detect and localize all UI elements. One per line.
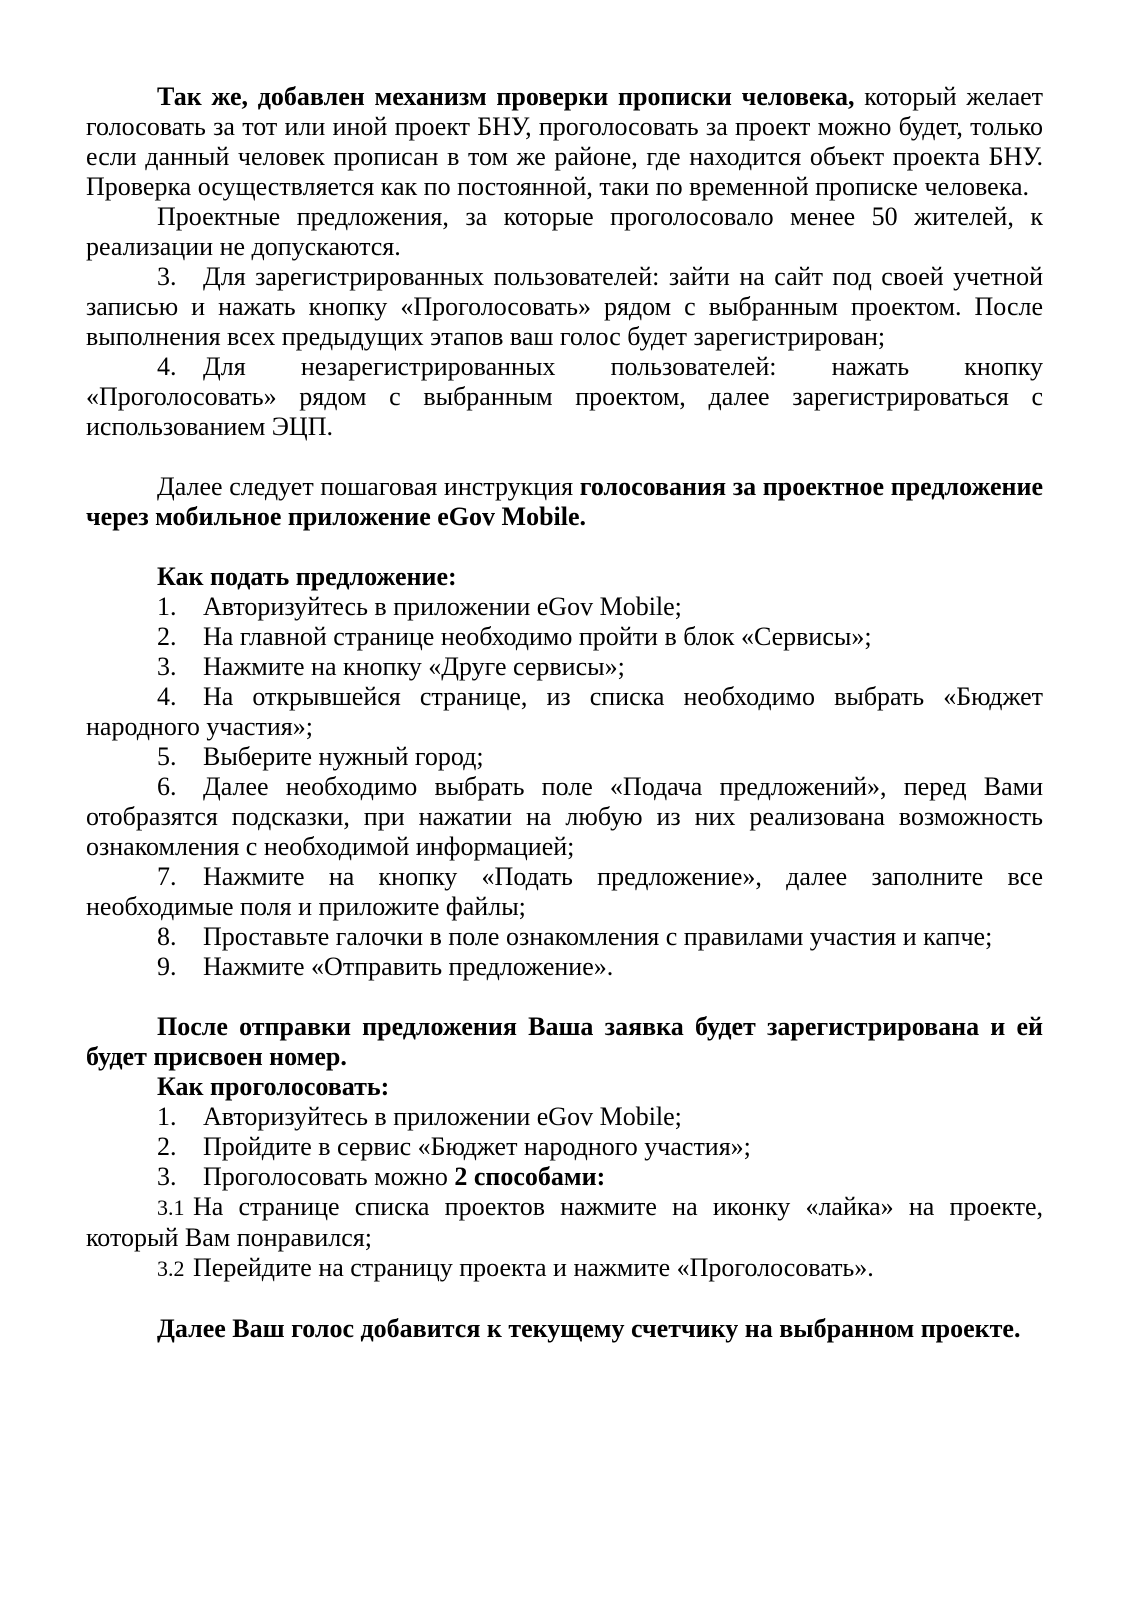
heading-how-to-vote (86, 1072, 1043, 1102)
paragraph-application-registered (86, 1012, 1043, 1072)
text-run: Для зарегистрированных пользователей: зайти на сайт под своей учетной записью и нажать кнопку «Проголосовать» рядом с выбранным проектом. После выполнения всех предыдущих этапов ваш голос будет зарегистрирован; (86, 262, 1043, 351)
text-run: На главной странице необходимо пройти в блок «Сервисы»; (203, 622, 872, 651)
list-number: 3. (157, 1162, 177, 1191)
heading-how-to-submit (86, 562, 1043, 592)
list-number: 3. (157, 652, 177, 681)
list-number: 3.1 (157, 1195, 185, 1220)
vote-step-3 (86, 1162, 1043, 1192)
paragraph-residence-check (86, 82, 1043, 202)
list-number: 3.2 (157, 1256, 185, 1281)
blank-line (86, 982, 1043, 1012)
vote-step-3-2 (86, 1253, 1043, 1284)
submit-step-3 (86, 652, 1043, 682)
text-run: Нажмите на кнопку «Друге сервисы»; (203, 652, 625, 681)
submit-step-7 (86, 862, 1043, 922)
text-run: Для незарегистрированных пользователей: нажать кнопку «Проголосовать» рядом с выбранным проектом, далее зарегистрироваться с использованием ЭЦП. (86, 352, 1043, 441)
list-number: 2. (157, 1132, 177, 1161)
text-run: Выберите нужный город; (203, 742, 484, 771)
bold-text-run: Как проголосовать: (157, 1072, 390, 1101)
submit-step-4 (86, 682, 1043, 742)
list-number: 5. (157, 742, 177, 771)
text-run: Авторизуйтесь в приложении eGov Mobile; (203, 1102, 682, 1131)
list-number: 4. (157, 682, 177, 711)
list-number: 9. (157, 952, 177, 981)
blank-line (86, 532, 1043, 562)
text-run: Далее необходимо выбрать поле «Подача предложений», перед Вами отобразятся подсказки, при нажатии на любую из них реализована возможность ознакомления с необходимой информацией; (86, 772, 1043, 861)
blank-line (86, 442, 1043, 472)
text-run: На странице списка проектов нажмите на иконку «лайка» на проекте, который Вам понравился; (86, 1192, 1043, 1252)
paragraph-instruction-intro (86, 472, 1043, 532)
list-number: 4. (157, 352, 177, 381)
text-run: Авторизуйтесь в приложении eGov Mobile; (203, 592, 682, 621)
text-run: Перейдите на страницу проекта и нажмите «Проголосовать». (193, 1253, 874, 1282)
vote-step-3-1 (86, 1192, 1043, 1253)
submit-step-6 (86, 772, 1043, 862)
text-run: Проставьте галочки в поле ознакомления с правилами участия и капче; (203, 922, 993, 951)
text-run: Пройдите в сервис «Бюджет народного участия»; (203, 1132, 751, 1161)
list-number: 1. (157, 1102, 177, 1131)
paragraph-vote-counter (86, 1314, 1043, 1344)
text-run: Проголосовать можно (203, 1162, 455, 1191)
bold-text-run: Как подать предложение: (157, 562, 457, 591)
list-number: 3. (157, 262, 177, 291)
list-item-registered-users (86, 262, 1043, 352)
vote-step-2 (86, 1132, 1043, 1162)
vote-step-1 (86, 1102, 1043, 1132)
list-item-unregistered-users (86, 352, 1043, 442)
blank-line (86, 1284, 1043, 1314)
list-number: 1. (157, 592, 177, 621)
text-run: Нажмите «Отправить предложение». (203, 952, 614, 981)
bold-text-run: После отправки предложения Ваша заявка будет зарегистрирована и ей будет присвоен номер. (86, 1012, 1043, 1071)
submit-step-5 (86, 742, 1043, 772)
document-content (86, 82, 1043, 1344)
text-run: Далее следует пошаговая инструкция (157, 472, 580, 501)
text-run: который желает голосовать за тот или иной проект БНУ, проголосовать за проект можно будет, только если данный человек прописан в том же районе, где находится объект проекта БНУ. Проверка осуществляется как по постоянной, таки по временной прописке человека. (86, 82, 1044, 201)
submit-step-2 (86, 622, 1043, 652)
list-number: 8. (157, 922, 177, 951)
list-number: 7. (157, 862, 177, 891)
submit-step-1 (86, 592, 1043, 622)
bold-text-run: Так же, добавлен механизм проверки прописки человека, (157, 82, 865, 111)
submit-step-8 (86, 922, 1043, 952)
bold-text-run: голосования за проектное предложение через мобильное приложение eGov Mobile. (86, 472, 1043, 531)
text-run: Проектные предложения, за которые проголосовало менее 50 жителей, к реализации не допускаются. (86, 202, 1043, 261)
bold-text-run: 2 способами: (454, 1162, 606, 1191)
text-run: На открывшейся странице, из списка необходимо выбрать «Бюджет народного участия»; (86, 682, 1043, 741)
text-run: Нажмите на кнопку «Подать предложение», далее заполните все необходимые поля и приложите файлы; (86, 862, 1043, 921)
list-number: 2. (157, 622, 177, 651)
list-number: 6. (157, 772, 177, 801)
paragraph-minimum-votes (86, 202, 1043, 262)
submit-step-9 (86, 952, 1043, 982)
bold-text-run: Далее Ваш голос добавится к текущему счетчику на выбранном проекте. (157, 1314, 1021, 1343)
